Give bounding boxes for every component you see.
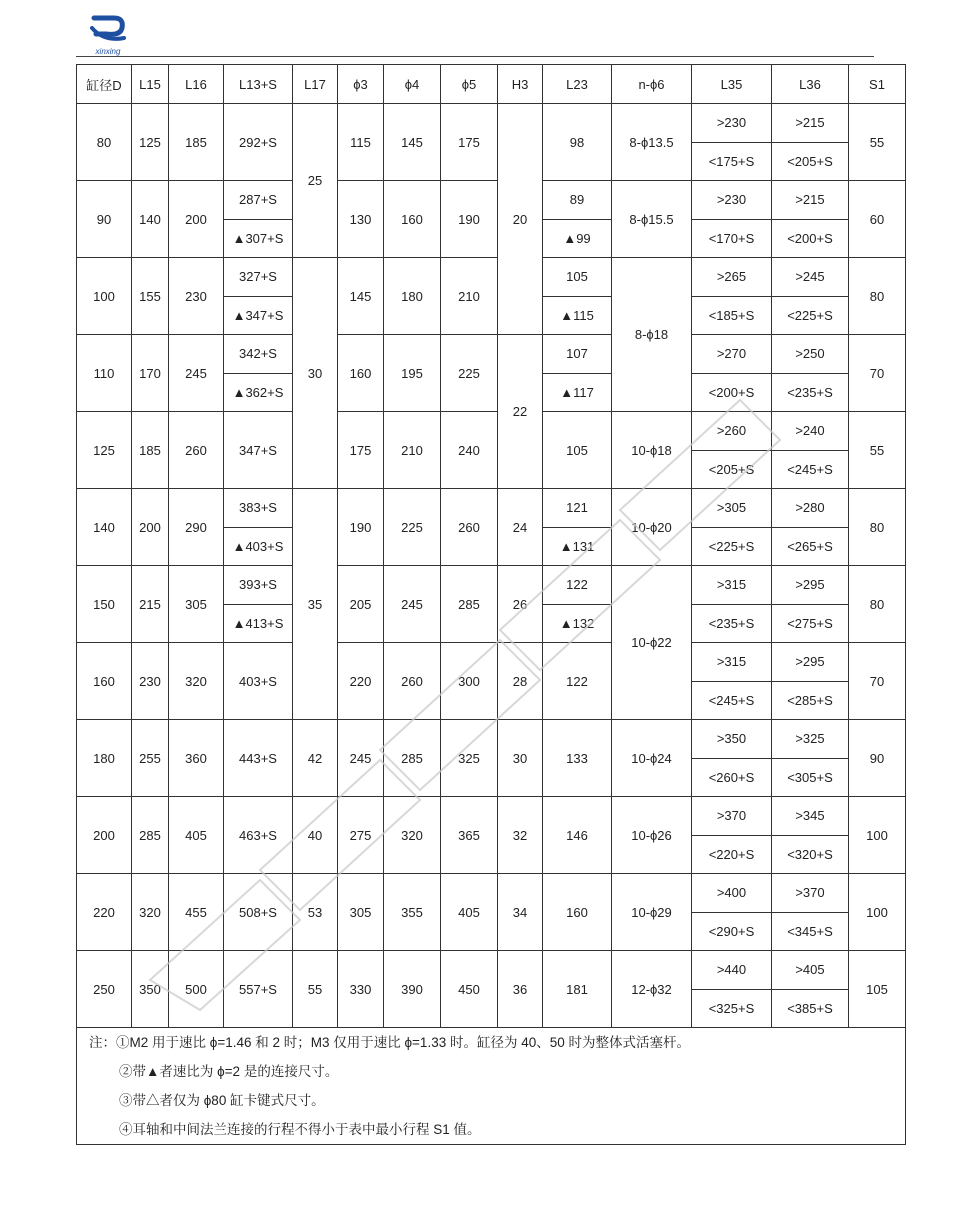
table-cell: 285 [384,720,441,797]
table-cell: 12-ϕ32 [612,951,692,1028]
table-cell: 320 [132,874,169,951]
table-cell: 42 [293,720,338,797]
table-cell: 80 [849,489,906,566]
header-l35: L35 [692,65,772,104]
table-cell: >295 [772,643,849,682]
header-s1: S1 [849,65,906,104]
table-cell: <175+S [692,142,772,181]
table-cell: 100 [849,874,906,951]
table-cell: 36 [498,951,543,1028]
table-cell: 403+S [224,643,293,720]
table-cell: 325 [441,720,498,797]
table-cell: >370 [772,874,849,913]
table-cell: 90 [849,720,906,797]
table-cell: >260 [692,412,772,451]
table-cell: 365 [441,797,498,874]
table-cell: 200 [132,489,169,566]
header-phi5: ϕ5 [441,65,498,104]
table-cell: 260 [441,489,498,566]
table-cell: 80 [77,104,132,181]
table-cell: 60 [849,181,906,258]
table-cell: >215 [772,104,849,143]
table-cell: 210 [441,258,498,335]
header-rule [76,56,874,57]
table-cell: 145 [338,258,384,335]
table-cell: >370 [692,797,772,836]
table-cell: 240 [441,412,498,489]
header-l15: L15 [132,65,169,104]
table-cell: <185+S [692,296,772,335]
table-cell: ▲403+S [224,527,293,566]
table-cell: 200 [169,181,224,258]
table-cell: <265+S [772,527,849,566]
notes-cell [77,1028,906,1145]
table-cell: 10-ϕ20 [612,489,692,566]
table-cell: 390 [384,951,441,1028]
table-cell: 8-ϕ15.5 [612,181,692,258]
table-cell: <245+S [692,681,772,720]
table-row [77,951,906,990]
table-row [77,412,906,451]
table-cell: 160 [543,874,612,951]
table-cell: >250 [772,335,849,374]
table-cell: <205+S [692,450,772,489]
table-cell: 292+S [224,104,293,181]
table-cell: ▲99 [543,219,612,258]
notes-row [77,1028,906,1145]
table-cell: 305 [338,874,384,951]
table-cell: 40 [293,797,338,874]
table-cell: 285 [441,566,498,643]
table-cell: 557+S [224,951,293,1028]
table-cell: <200+S [692,373,772,412]
table-cell: 255 [132,720,169,797]
table-cell: 455 [169,874,224,951]
table-row [77,181,906,220]
table-cell: 327+S [224,258,293,297]
table-cell: >270 [692,335,772,374]
table-cell: 30 [498,720,543,797]
table-cell: 121 [543,489,612,528]
table-cell: >315 [692,643,772,682]
table-cell: <245+S [772,450,849,489]
table-cell: 55 [849,104,906,181]
table-cell: >240 [772,412,849,451]
table-cell: 10-ϕ26 [612,797,692,874]
table-cell: 8-ϕ13.5 [612,104,692,181]
table-cell: 10-ϕ18 [612,412,692,489]
table-cell: 245 [338,720,384,797]
table-cell: 160 [384,181,441,258]
table-cell: ▲347+S [224,296,293,335]
header-l13: L13+S [224,65,293,104]
table-cell: ▲117 [543,373,612,412]
header-phi3: ϕ3 [338,65,384,104]
table-cell: 90 [77,181,132,258]
table-cell: 383+S [224,489,293,528]
table-cell: 305 [169,566,224,643]
table-row [77,104,906,143]
note-3: ③带△者仅为 ϕ80 缸卡键式尺寸。 [119,1093,325,1108]
table-cell: 115 [338,104,384,181]
table-cell: 100 [77,258,132,335]
table-cell: 80 [849,258,906,335]
table-cell: <235+S [692,604,772,643]
table-cell: 34 [498,874,543,951]
table-cell: ▲307+S [224,219,293,258]
table-cell: 122 [543,643,612,720]
table-cell: 160 [338,335,384,412]
table-cell: >405 [772,951,849,990]
table-cell: <225+S [772,296,849,335]
table-row [77,258,906,297]
header-l16: L16 [169,65,224,104]
table-cell: 145 [384,104,441,181]
table-row [77,797,906,836]
table-cell: >345 [772,797,849,836]
table-cell: 105 [543,258,612,297]
table-cell: 110 [77,335,132,412]
table-cell: <320+S [772,835,849,874]
dimension-table [76,64,906,1145]
table-cell: >280 [772,489,849,528]
table-cell: 245 [384,566,441,643]
table-cell: >230 [692,104,772,143]
table-cell: >325 [772,720,849,759]
table-cell: 350 [132,951,169,1028]
table-cell: >295 [772,566,849,605]
table-cell: 500 [169,951,224,1028]
table-cell: 180 [77,720,132,797]
table-cell: <345+S [772,912,849,951]
table-cell: 190 [338,489,384,566]
table-cell: 205 [338,566,384,643]
table-cell: >215 [772,181,849,220]
table-cell: 250 [77,951,132,1028]
table-cell: 342+S [224,335,293,374]
table-row [77,335,906,374]
table-cell: ▲362+S [224,373,293,412]
table-cell: <325+S [692,989,772,1028]
table-cell: <285+S [772,681,849,720]
table-cell: 230 [169,258,224,335]
table-cell: 133 [543,720,612,797]
table-cell: 260 [384,643,441,720]
table-cell: >400 [692,874,772,913]
table-cell: 290 [169,489,224,566]
table-cell: 150 [77,566,132,643]
table-cell: 10-ϕ29 [612,874,692,951]
table-cell: 155 [132,258,169,335]
table-row [77,720,906,759]
table-row [77,874,906,913]
table-cell: 24 [498,489,543,566]
table-cell: <260+S [692,758,772,797]
header-l36: L36 [772,65,849,104]
table-cell: 35 [293,489,338,720]
table-cell: <220+S [692,835,772,874]
table-cell: 463+S [224,797,293,874]
table-cell: 320 [169,643,224,720]
table-cell: 125 [77,412,132,489]
table-cell: 405 [169,797,224,874]
table-cell: 140 [77,489,132,566]
table-cell: 32 [498,797,543,874]
table-cell: 175 [441,104,498,181]
table-cell: 160 [77,643,132,720]
table-cell: 22 [498,335,543,489]
table-cell: 181 [543,951,612,1028]
table-cell: 20 [498,104,543,335]
table-cell: 220 [338,643,384,720]
header-l23: L23 [543,65,612,104]
table-cell: ▲115 [543,296,612,335]
table-cell: 220 [77,874,132,951]
table-cell: >230 [692,181,772,220]
table-cell: 146 [543,797,612,874]
header-l17: L17 [293,65,338,104]
table-cell: ▲131 [543,527,612,566]
table-cell: 405 [441,874,498,951]
table-cell: 28 [498,643,543,720]
table-cell: 300 [441,643,498,720]
table-cell: 105 [543,412,612,489]
table-cell: 53 [293,874,338,951]
table-cell: >265 [692,258,772,297]
table-cell: >440 [692,951,772,990]
note-1: 注：①M2 用于速比 ϕ=1.46 和 2 时；M3 仅用于速比 ϕ=1.33 时。缸径为 40、50 时为整体式活塞杆。 [89,1035,690,1050]
table-cell: 122 [543,566,612,605]
table-cell: ▲413+S [224,604,293,643]
header-bore: 缸径D [77,65,132,104]
table-cell: 25 [293,104,338,258]
note-4: ④耳轴和中间法兰连接的行程不得小于表中最小行程 S1 值。 [119,1122,481,1137]
table-row [77,489,906,528]
table-cell: 70 [849,643,906,720]
table-cell: 195 [384,335,441,412]
table-cell: 175 [338,412,384,489]
table-cell: 185 [132,412,169,489]
table-cell: 100 [849,797,906,874]
table-cell: 180 [384,258,441,335]
table-cell: 215 [132,566,169,643]
table-cell: >315 [692,566,772,605]
table-cell: 55 [293,951,338,1028]
header-h3: H3 [498,65,543,104]
table-cell: 450 [441,951,498,1028]
table-cell: 200 [77,797,132,874]
table-cell: 230 [132,643,169,720]
table-cell: 80 [849,566,906,643]
svg-text:xinxing: xinxing [95,47,121,56]
table-cell: 125 [132,104,169,181]
table-cell: 285 [132,797,169,874]
table-cell: 260 [169,412,224,489]
table-cell: 185 [169,104,224,181]
table-cell: <275+S [772,604,849,643]
table-cell: 30 [293,258,338,489]
table-cell: 26 [498,566,543,643]
table-cell: <170+S [692,219,772,258]
table-cell: 10-ϕ24 [612,720,692,797]
table-cell: 360 [169,720,224,797]
table-cell: 330 [338,951,384,1028]
table-row [77,566,906,605]
table-cell: 225 [441,335,498,412]
table-cell: <200+S [772,219,849,258]
table-cell: >350 [692,720,772,759]
table-cell: 443+S [224,720,293,797]
table-cell: 55 [849,412,906,489]
table-cell: 508+S [224,874,293,951]
table-cell: 140 [132,181,169,258]
table-cell: 170 [132,335,169,412]
table-cell: >245 [772,258,849,297]
table-cell: 275 [338,797,384,874]
table-cell: 107 [543,335,612,374]
table-cell: 355 [384,874,441,951]
header-n-phi6: n-ϕ6 [612,65,692,104]
table-cell: 347+S [224,412,293,489]
table-cell: 190 [441,181,498,258]
note-2: ②带▲者速比为 ϕ=2 是的连接尺寸。 [119,1064,339,1079]
table-cell: 393+S [224,566,293,605]
table-cell: 130 [338,181,384,258]
table-cell: 98 [543,104,612,181]
table-cell: <290+S [692,912,772,951]
table-cell: 210 [384,412,441,489]
table-cell: <205+S [772,142,849,181]
table-cell: <385+S [772,989,849,1028]
table-cell: >305 [692,489,772,528]
table-header-row [77,65,906,104]
table-cell: ▲132 [543,604,612,643]
table-cell: <235+S [772,373,849,412]
table-cell: 320 [384,797,441,874]
company-logo [84,8,132,58]
table-cell: 89 [543,181,612,220]
table-cell: 10-ϕ22 [612,566,692,720]
table-cell: 105 [849,951,906,1028]
table-cell: 70 [849,335,906,412]
header-phi4: ϕ4 [384,65,441,104]
table-cell: 245 [169,335,224,412]
table-cell: 287+S [224,181,293,220]
table-cell: <305+S [772,758,849,797]
table-cell: <225+S [692,527,772,566]
table-cell: 225 [384,489,441,566]
table-cell: 8-ϕ18 [612,258,692,412]
table-row [77,643,906,682]
